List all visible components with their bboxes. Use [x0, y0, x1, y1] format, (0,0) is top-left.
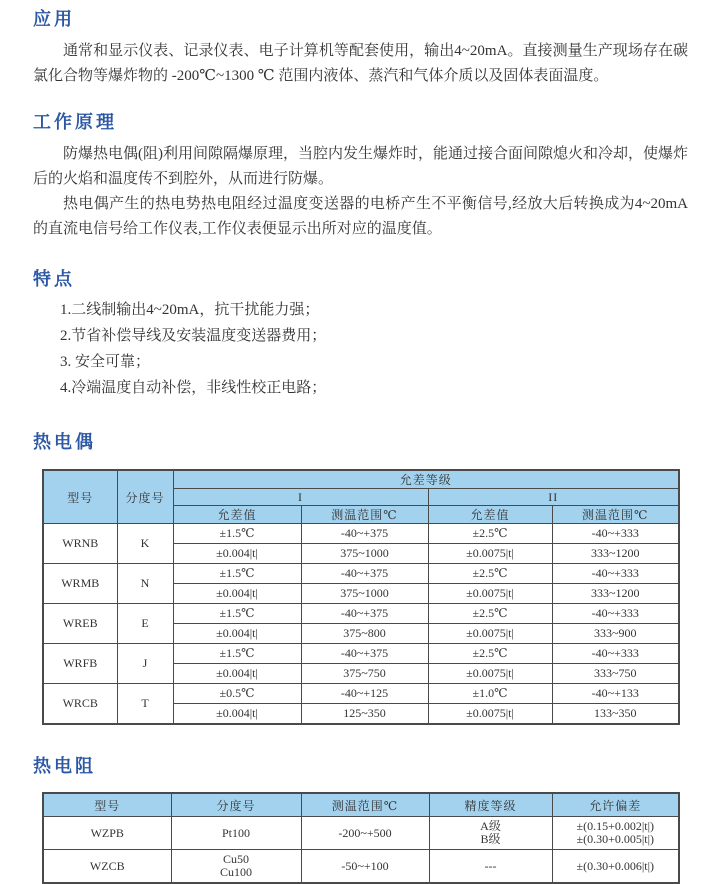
section-title-features: 特点	[33, 269, 75, 289]
tc-cell: -40~+333	[552, 524, 679, 544]
cell-line: A级	[480, 819, 501, 833]
rt-header-model: 型号	[43, 793, 171, 817]
feature-item-4: 4.冷端温度自动补偿，非线性校正电路；	[60, 380, 327, 396]
principle-text-2: 热电偶产生的热电势热电阻经过温度变送器的电桥产生不平衡信号,经放大后转换成为4~20mA的直流电信号给工作仪表,工作仪表便显示出所对应的温度值。	[33, 196, 688, 237]
tc-cell: -40~+375	[301, 524, 428, 544]
tc-cell: ±0.004|t|	[173, 584, 301, 604]
cell-line: Pt100	[221, 825, 250, 840]
tc-cell-model: WRCB	[43, 684, 117, 725]
tc-cell: -40~+333	[552, 644, 679, 664]
tc-cell-model: WRMB	[43, 564, 117, 604]
rt-row	[43, 850, 679, 884]
principle-paragraphs	[33, 142, 688, 242]
cell-line: ---	[484, 858, 497, 873]
application-paragraph	[33, 39, 688, 89]
tc-cell: ±2.5℃	[428, 604, 552, 624]
tc-cell: 375~750	[301, 664, 428, 684]
feature-list	[33, 297, 688, 401]
tc-cell: ±0.0075|t|	[428, 584, 552, 604]
cell-line: ±(0.30+0.005|t|)	[576, 832, 654, 846]
rt-cell-deviation	[552, 817, 679, 850]
tc-row	[43, 564, 679, 584]
tc-cell: -40~+125	[301, 684, 428, 704]
tc-cell: ±1.0℃	[428, 684, 552, 704]
rt-cell-deviation	[552, 850, 679, 884]
feature-item-1: 1.二线制输出4~20mA，抗干扰能力强；	[60, 302, 320, 318]
tc-cell: -40~+333	[552, 604, 679, 624]
feature-item-2: 2.节省补偿导线及安装温度变送器费用；	[60, 328, 327, 344]
tc-cell-index: T	[117, 684, 173, 725]
rt-header-index: 分度号	[171, 793, 301, 817]
rt-cell-range: -50~+100	[301, 850, 429, 884]
rt-cell-index	[171, 817, 301, 850]
tc-cell: ±1.5℃	[173, 644, 301, 664]
tc-cell-index: E	[117, 604, 173, 644]
tc-header-class-1: I	[173, 489, 428, 506]
tc-row	[43, 524, 679, 544]
rt-cell-grade	[429, 817, 552, 850]
rt-header-range: 测温范围℃	[301, 793, 429, 817]
tc-row	[43, 604, 679, 624]
tc-header-tol-value-2: 允差值	[428, 506, 552, 524]
tc-cell: 333~900	[552, 624, 679, 644]
rt-cell-model: WZPB	[43, 817, 171, 850]
rt-cell-grade	[429, 850, 552, 884]
tc-row	[43, 684, 679, 704]
tc-cell: ±2.5℃	[428, 644, 552, 664]
tc-cell: 375~800	[301, 624, 428, 644]
tc-header-tolerance-class: 允差等级	[173, 470, 679, 489]
application-text: 通常和显示仪表、记录仪表、电子计算机等配套使用，输出4~20mA。直接测量生产现场存在碳氯化合物等爆炸物的 -200℃~1300 ℃ 范围内液体、蒸汽和气体介质以及固体表面温度。	[33, 43, 688, 84]
section-title-application: 应用	[33, 9, 75, 29]
rt-header-deviation: 允许偏差	[552, 793, 679, 817]
thermocouple-table	[42, 469, 680, 725]
tc-cell: 333~750	[552, 664, 679, 684]
tc-cell: -40~+375	[301, 564, 428, 584]
tc-cell-model: WREB	[43, 604, 117, 644]
cell-line: B级	[480, 832, 501, 846]
tc-cell: 333~1200	[552, 584, 679, 604]
tc-cell: ±0.004|t|	[173, 624, 301, 644]
tc-cell: 125~350	[301, 704, 428, 725]
tc-cell: 133~350	[552, 704, 679, 725]
tc-cell: ±0.004|t|	[173, 544, 301, 564]
tc-cell: 375~1000	[301, 584, 428, 604]
cell-line: Cu50	[222, 852, 249, 866]
tc-cell: ±2.5℃	[428, 524, 552, 544]
tc-cell: ±0.0075|t|	[428, 544, 552, 564]
tc-cell-index: K	[117, 524, 173, 564]
tc-cell: ±0.004|t|	[173, 704, 301, 725]
cell-line: ±(0.30+0.006|t|)	[576, 858, 654, 873]
section-title-rtd: 热电阻	[33, 756, 96, 776]
tc-cell-index: N	[117, 564, 173, 604]
tc-cell: -40~+375	[301, 644, 428, 664]
tc-cell: ±1.5℃	[173, 604, 301, 624]
tc-cell: ±0.5℃	[173, 684, 301, 704]
tc-cell: ±0.0075|t|	[428, 664, 552, 684]
tc-cell-index: J	[117, 644, 173, 684]
tc-header-model: 型号	[43, 470, 117, 524]
tc-header-temp-range-2: 测温范围℃	[552, 506, 679, 524]
tc-header-class-2: II	[428, 489, 679, 506]
rtd-table	[42, 792, 680, 884]
tc-cell: 375~1000	[301, 544, 428, 564]
rt-header-grade: 精度等级	[429, 793, 552, 817]
feature-item-3: 3. 安全可靠；	[60, 354, 151, 370]
tc-cell: 333~1200	[552, 544, 679, 564]
tc-header-tol-value-1: 允差值	[173, 506, 301, 524]
tc-cell: ±1.5℃	[173, 564, 301, 584]
tc-cell-model: WRFB	[43, 644, 117, 684]
section-title-principle: 工作原理	[33, 112, 117, 132]
tc-cell: ±1.5℃	[173, 524, 301, 544]
tc-cell-model: WRNB	[43, 524, 117, 564]
tc-cell: ±2.5℃	[428, 564, 552, 584]
tc-cell: -40~+333	[552, 564, 679, 584]
section-title-thermocouple: 热电偶	[33, 432, 96, 452]
cell-line: ±(0.15+0.002|t|)	[576, 819, 654, 833]
rt-row	[43, 817, 679, 850]
principle-text-1: 防爆热电偶(阻)利用间隙隔爆原理，当腔内发生爆炸时，能通过接合面间隙熄火和冷却，使爆炸后的火焰和温度传不到腔外，从而进行防爆。	[33, 146, 688, 187]
rt-cell-index	[171, 850, 301, 884]
rt-cell-model: WZCB	[43, 850, 171, 884]
tc-header-temp-range-1: 测温范围℃	[301, 506, 428, 524]
tc-row	[43, 644, 679, 664]
tc-cell: -40~+375	[301, 604, 428, 624]
tc-cell: ±0.0075|t|	[428, 624, 552, 644]
tc-cell: ±0.0075|t|	[428, 704, 552, 725]
tc-header-index: 分度号	[117, 470, 173, 524]
tc-cell: ±0.004|t|	[173, 664, 301, 684]
tc-cell: -40~+133	[552, 684, 679, 704]
tc-header-row-1	[43, 470, 679, 489]
cell-line: Cu100	[219, 865, 252, 879]
rt-cell-range: -200~+500	[301, 817, 429, 850]
